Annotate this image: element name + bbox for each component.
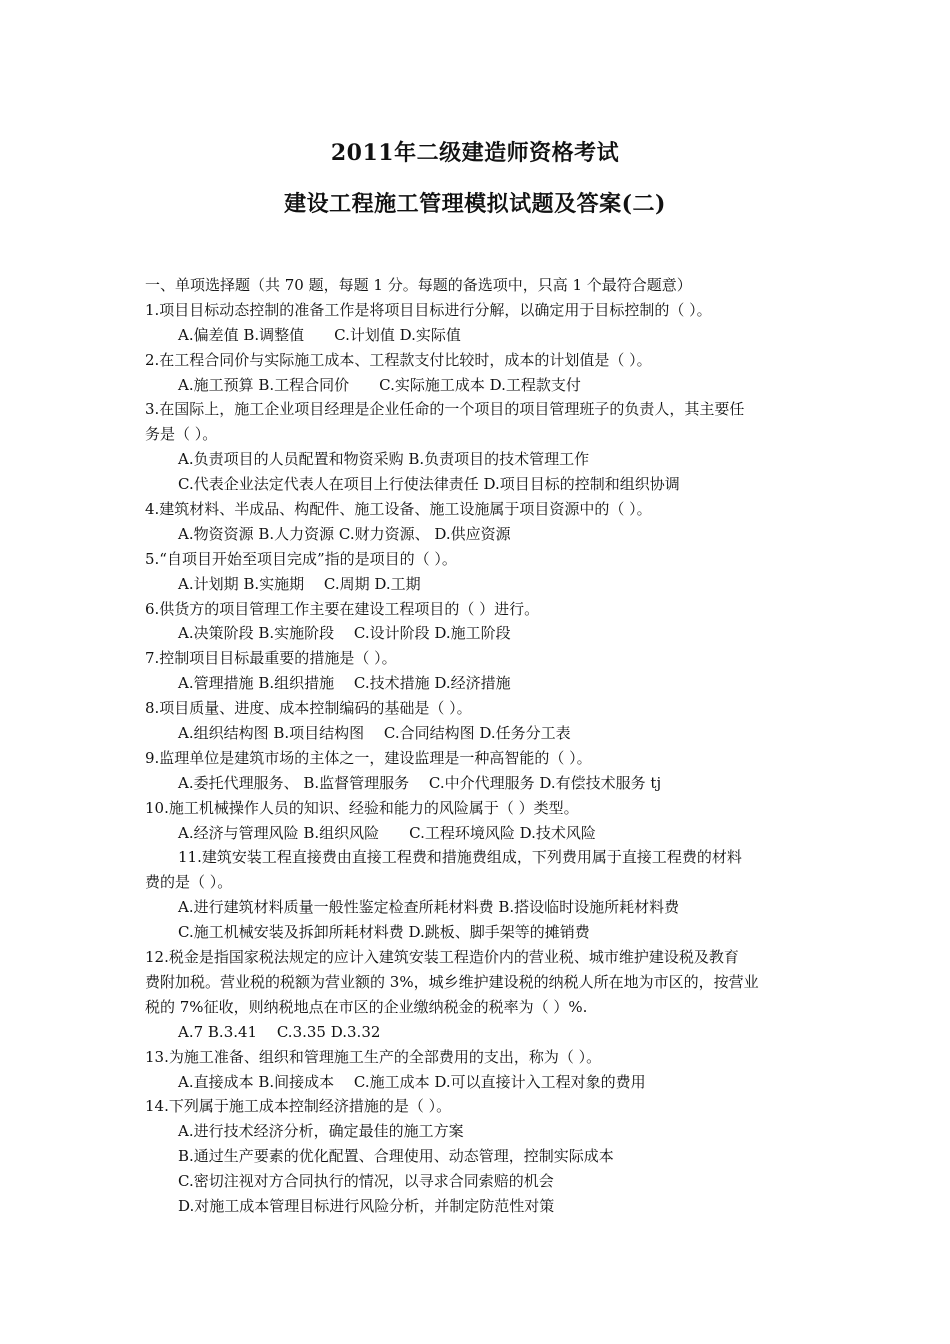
- question-text-line: 8.项目质量、进度、成本控制编码的基础是（ ）。: [145, 699, 472, 718]
- question-text-line: 11.建筑安装工程直接费由直接工程费和措施费组成，下列费用属于直接工程费的材料: [178, 848, 742, 867]
- question-text-line: 5.“自项目开始至项目完成”指的是项目的（ ）。: [145, 549, 457, 568]
- question-text-line: 6.供货方的项目管理工作主要在建设工程项目的（ ）进行。: [145, 599, 540, 618]
- answer-options-line: A.负责项目的人员配置和物资采购 B.负责项目的技术管理工作: [178, 450, 590, 469]
- answer-options-line: A.偏差值 B.调整值 C.计划值 D.实际值: [178, 325, 461, 344]
- question-text-line: 12.税金是指国家税法规定的应计入建筑安装工程造价内的营业税、城市维护建设税及教育: [145, 948, 739, 967]
- question-text-line: 4.建筑材料、半成品、构配件、施工设备、施工设施属于项目资源中的（ ）。: [145, 500, 652, 519]
- document-subtitle: 建设工程施工管理模拟试题及答案(二): [284, 191, 666, 217]
- answer-options-line: A.直接成本 B.间接成本 C.施工成本 D.可以直接计入工程对象的费用: [178, 1072, 646, 1091]
- answer-options-line: A.施工预算 B.工程合同价 C.实际施工成本 D.工程款支付: [178, 375, 581, 394]
- question-text-line: 3.在国际上，施工企业项目经理是企业任命的一个项目的项目管理班子的负责人，其主要任: [145, 400, 745, 419]
- answer-options-line: A.进行技术经济分析，确定最佳的施工方案: [178, 1122, 464, 1141]
- question-text-line: 7.控制项目目标最重要的措施是（ ）。: [145, 649, 397, 668]
- answer-options-line: C.施工机械安装及拆卸所耗材料费 D.跳板、脚手架等的摊销费: [178, 923, 590, 942]
- question-text-line: 9.监理单位是建筑市场的主体之一，建设监理是一种高智能的（ ）。: [145, 748, 592, 767]
- answer-options-line: A.委托代理服务、 B.监督管理服务 C.中介代理服务 D.有偿技术服务 tj: [178, 773, 662, 792]
- answer-options-line: A.7 B.3.41 C.3.35 D.3.32: [178, 1022, 381, 1041]
- question-text-line: 2.在工程合同价与实际施工成本、工程款支付比较时，成本的计划值是（ ）。: [145, 350, 652, 369]
- question-text-line: 1.项目目标动态控制的准备工作是将项目目标进行分解，以确定用于目标控制的（ ）。: [145, 300, 712, 319]
- question-text-line: 13.为施工准备、组织和管理施工生产的全部费用的支出，称为（ ）。: [145, 1047, 602, 1066]
- question-text-line: 14.下列属于施工成本控制经济措施的是（ ）。: [145, 1097, 452, 1116]
- document-title: 2011年二级建造师资格考试: [330, 140, 620, 166]
- answer-options-line: D.对施工成本管理目标进行风险分析，并制定防范性对策: [178, 1196, 555, 1215]
- answer-options-line: A.计划期 B.实施期 C.周期 D.工期: [178, 574, 421, 593]
- answer-options-line: A.进行建筑材料质量一般性鉴定检查所耗材料费 B.搭设临时设施所耗材料费: [178, 898, 680, 917]
- question-text-line: 费附加税。营业税的税额为营业额的 3%，城乡维护建设税的纳税人所在地为市区的，按营业: [145, 972, 759, 991]
- answer-options-line: A.决策阶段 B.实施阶段 C.设计阶段 D.施工阶段: [178, 624, 511, 643]
- question-text-line: 费的是（ ）。: [145, 873, 233, 892]
- answer-options-line: C.代表企业法定代表人在项目上行使法律责任 D.项目目标的控制和组织协调: [178, 475, 680, 494]
- question-text-line: 税的 7%征收，则纳税地点在市区的企业缴纳税金的税率为（ ）%.: [145, 997, 588, 1016]
- question-text-line: 一、单项选择题（共 70 题，每题 1 分。每题的备选项中，只高 1 个最符合题意）: [145, 276, 692, 294]
- answer-options-line: A.组织结构图 B.项目结构图 C.合同结构图 D.任务分工表: [178, 724, 571, 743]
- answer-options-line: A.物资资源 B.人力资源 C.财力资源、 D.供应资源: [178, 524, 511, 543]
- answer-options-line: A.管理措施 B.组织措施 C.技术措施 D.经济措施: [178, 674, 511, 693]
- question-body: [145, 273, 815, 1219]
- answer-options-line: B.通过生产要素的优化配置、合理使用、动态管理，控制实际成本: [178, 1147, 614, 1166]
- answer-options-line: C.密切注视对方合同执行的情况，以寻求合同索赔的机会: [178, 1172, 554, 1191]
- question-text-line: 10.施工机械操作人员的知识、经验和能力的风险属于（ ）类型。: [145, 798, 579, 817]
- answer-options-line: A.经济与管理风险 B.组织风险 C.工程环境风险 D.技术风险: [178, 823, 596, 842]
- question-text-line: 务是（ ）。: [145, 425, 218, 444]
